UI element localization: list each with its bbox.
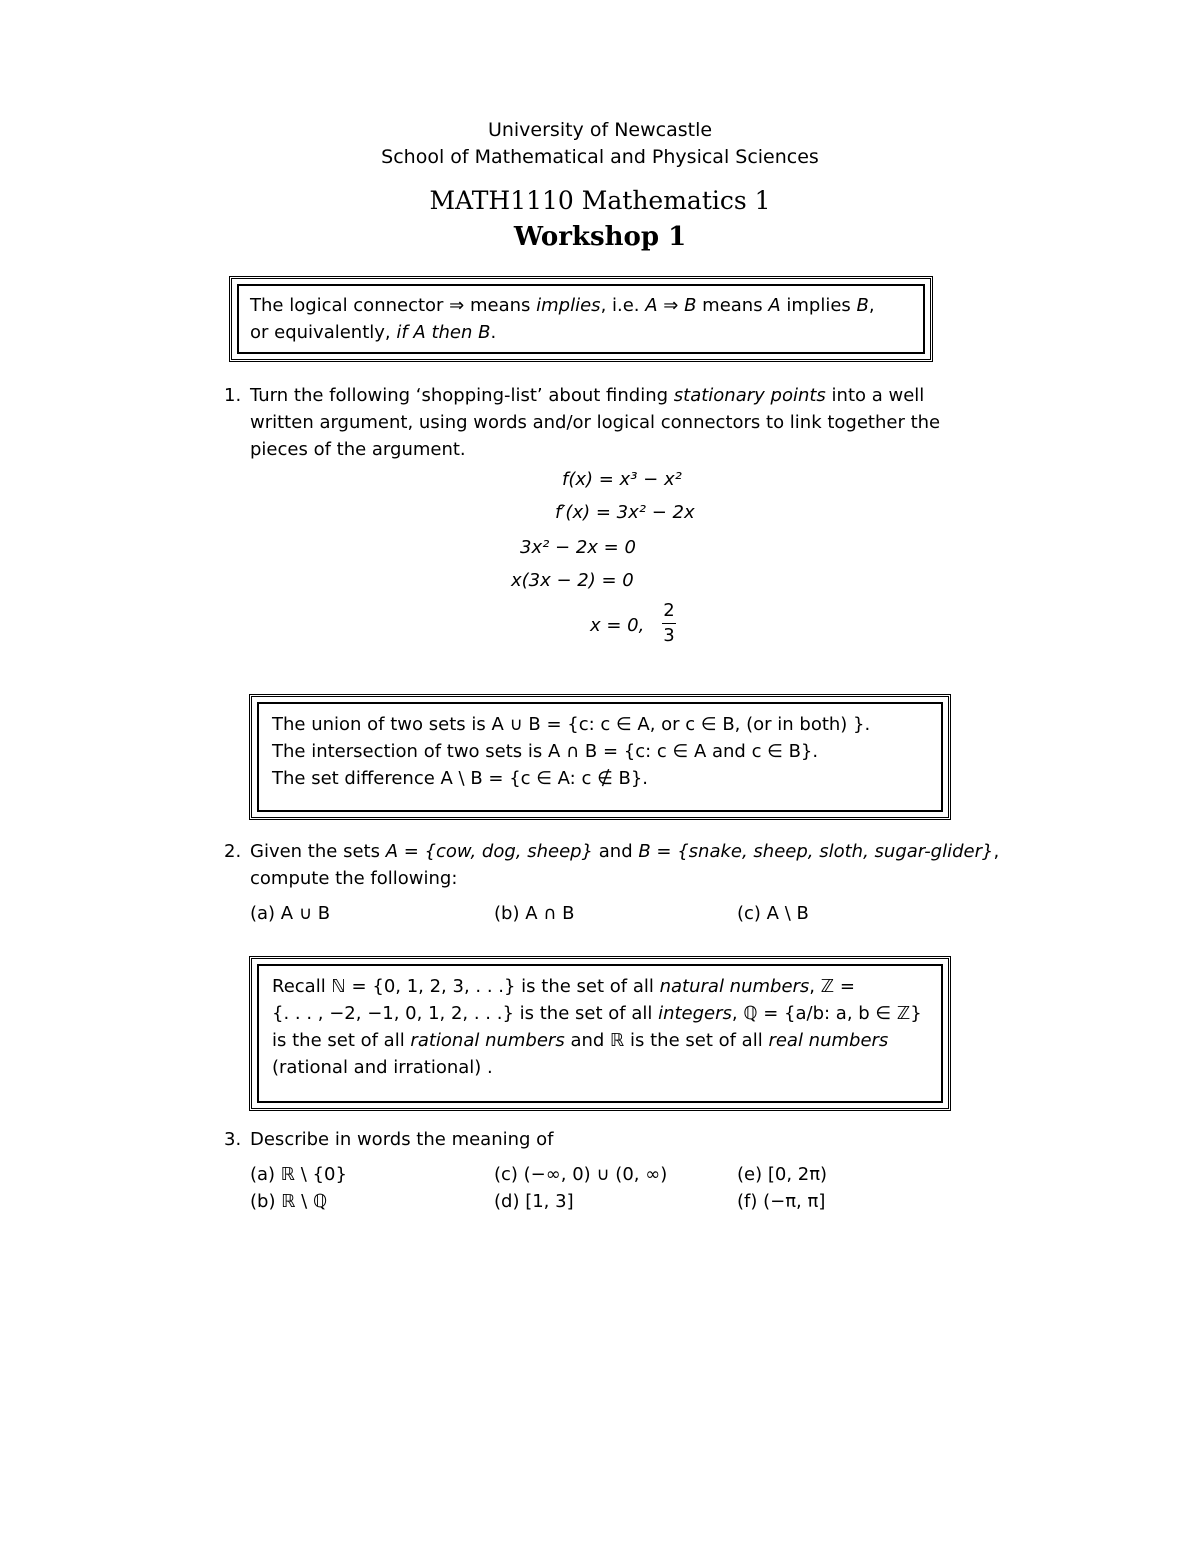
question-2-line-2: compute the following: [250,868,458,889]
logic-definition-line-1: The logical connector ⇒ means implies, i.e. A ⇒ B means A implies B, [250,295,875,316]
equation-4: x(3x − 2) = 0 [511,570,634,591]
union-definition: The union of two sets is A ∪ B = {c: c ∈ A, or c ∈ B, (or in both) }. [272,714,871,735]
question-1-line-1: Turn the following ‘shopping-list’ about finding stationary points into a well [250,385,925,406]
set-difference-definition: The set difference A \ B = {c ∈ A: c ∉ B}. [272,768,649,789]
equation-5-fraction: $\frac{2}{3}$ [663,600,675,646]
number-sets-line-3: is the set of all rational numbers and ℝ is the set of all real numbers [272,1030,889,1051]
workshop-title: Workshop 1 [513,222,687,252]
intersection-definition: The intersection of two sets is A ∩ B = {c: c ∈ A and c ∈ B}. [272,741,819,762]
question-3-part-c: (c) (−∞, 0) ∪ (0, ∞) [494,1164,668,1185]
question-2-part-a: (a) A ∪ B [250,903,331,924]
equation-3: 3x² − 2x = 0 [520,537,636,558]
question-3-intro: Describe in words the meaning of [250,1129,554,1150]
question-1-line-3: pieces of the argument. [250,439,466,460]
logic-definition-line-2: or equivalently, if A then B. [250,322,497,343]
school-name: School of Mathematical and Physical Sciences [381,146,819,168]
question-3-part-e: (e) [0, 2π) [737,1164,828,1185]
equation-1: f(x) = x³ − x² [562,469,682,490]
question-3-part-b: (b) ℝ \ ℚ [250,1191,328,1212]
number-sets-line-2: {. . . , −2, −1, 0, 1, 2, . . .} is the set of all integers, ℚ = {a/b: a, b ∈ ℤ} [272,1003,922,1024]
question-2-number: 2. [224,841,242,862]
question-1-number: 1. [224,385,242,406]
question-3-part-f: (f) (−π, π] [737,1191,826,1212]
equation-5: x = 0, [590,615,645,636]
question-2-line-1: Given the sets A = {cow, dog, sheep} and B = {snake, sheep, sloth, sugar-glider}, [250,841,1000,862]
university-name: University of Newcastle [487,119,713,141]
number-sets-line-4: (rational and irrational) . [272,1057,493,1078]
course-title: MATH1110 Mathematics 1 [429,186,771,215]
question-3-number: 3. [224,1129,242,1150]
equation-2: f′(x) = 3x² − 2x [555,502,695,523]
question-3-part-a: (a) ℝ \ {0} [250,1164,347,1185]
question-2-part-c: (c) A \ B [737,903,809,924]
number-sets-line-1: Recall ℕ = {0, 1, 2, 3, . . .} is the set of all natural numbers, ℤ = [272,976,855,997]
question-3-part-d: (d) [1, 3] [494,1191,574,1212]
question-2-part-b: (b) A ∩ B [494,903,575,924]
question-1-line-2: written argument, using words and/or logical connectors to link together the [250,412,941,433]
